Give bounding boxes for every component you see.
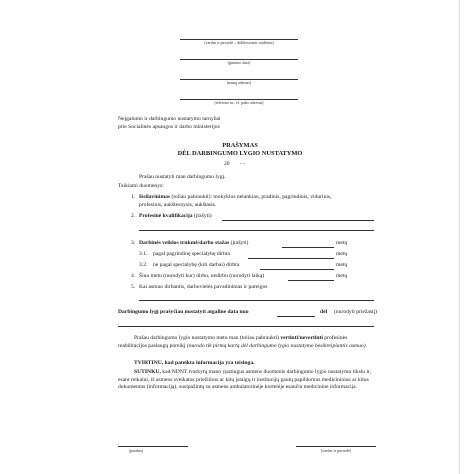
signature-caption: (parašas)	[128, 448, 144, 453]
item-3-suffix: metų	[336, 240, 348, 246]
current-work-field-line[interactable]	[288, 280, 334, 281]
item-2-label: Profesinė kvalifikacija	[139, 213, 193, 219]
address-field-caption: (namų adresas)	[226, 80, 252, 85]
contact-field-caption: (telefono nr., el. pašto adresas)	[214, 100, 264, 105]
item-3-hint: (įrašyti)	[229, 240, 249, 246]
reason-hint: (nurodyti priežastį)	[334, 309, 378, 315]
reason-connector: dėl	[320, 309, 328, 315]
rehabilitation-paragraph	[118, 335, 376, 350]
consent-text: kad NDNT tvarkytų mano ypatingus asmens duomenis darbingumo lygio nustatymo tikslu ir, esant reikalui, iš asmens sveikatos priežiūros ar kitų įstaigų ir institucijų gautų papildomus medicininius ar kitus dokumentus (informaciją), susipažintų su asmens ambulatorinėje kortelėje esančia medicinine informacija.	[118, 369, 372, 391]
signer-name-field-line[interactable]	[296, 446, 376, 447]
item-3-2-text: ne pagal specialybę (kiti darbai) dirbta	[153, 262, 240, 268]
item-4-suffix: metų	[336, 273, 348, 279]
item-3-number: 3.	[131, 240, 136, 246]
item-3-1-text: pagal pagrindinę specialybę dirbta	[153, 251, 230, 257]
qualification-field-line-2[interactable]	[139, 230, 374, 231]
other-work-field-line[interactable]	[260, 269, 334, 270]
date-prefix: 20	[224, 161, 230, 167]
main-specialty-field-line[interactable]	[248, 258, 334, 259]
rehabilitation-note: (nurodo tik pirmą kartą dėl darbingumo lygio nustatymo besikreipiantis asmuo).	[186, 342, 367, 349]
birthdate-field-caption: (gimimo data)	[227, 60, 251, 65]
item-1-options-cont[interactable]: profesinis, aukštesnysis, aukštasis.	[139, 202, 217, 208]
rehabilitation-text-cont: profesinės reabilitacijos paslaugų poreikį	[118, 335, 348, 349]
addressee-line-2: prie Socialinės apsaugos ir darbo ministerijos	[118, 124, 220, 130]
assess-choice[interactable]: vertinti/nevertinti	[280, 335, 323, 341]
item-2-number: 2.	[131, 213, 136, 219]
reason-field-line[interactable]	[118, 326, 374, 327]
retroactive-date-label: Darbingumo lygį prašyčiau nustatyti atgaline data nuo	[118, 309, 249, 315]
item-4-text: Šiuo metu (nurodyti kur) dirbu, nedirbu (nurodyti laiką)	[139, 273, 265, 279]
item-5-text: Kai asmuo dirbantis, darbovietės pavadinimas ir pareigos	[139, 284, 268, 290]
request-sentence: Prašau nustatyti man darbingumo lygį.	[139, 174, 226, 180]
item-4-number: 4.	[131, 273, 136, 279]
item-1-text	[139, 195, 332, 201]
qualification-field-line[interactable]	[222, 220, 374, 221]
rehabilitation-text: Prašau darbingumo lygio nustatymo metu man (toliau pabraukti)	[134, 335, 281, 341]
item-1-label: Išsilavinimas	[139, 194, 171, 200]
signer-name-caption: (vardas ir pavardė)	[320, 448, 352, 453]
item-1-number: 1.	[131, 194, 136, 200]
item-5-number: 5.	[131, 284, 136, 290]
confirmation-statement: TVIRTINU, kad pateikta informacija yra teisinga.	[134, 360, 255, 366]
workplace-field-line[interactable]	[139, 300, 374, 301]
item-3-label: Darbinės veiklos trukmė/darbo stažas	[139, 240, 230, 246]
item-1-options[interactable]: (toliau pabraukti): mokyklos nelankiau, pradinis, pagrindinis, vidurinis,	[170, 194, 332, 200]
addressee-line-1: Neįgalumo ir darbingumo nustatymo tarnybai	[118, 116, 221, 122]
item-3-2-suffix: metų	[336, 262, 348, 268]
document-title: PRAŠYMAS	[222, 142, 258, 149]
item-3-1-number: 3.1.	[139, 251, 148, 257]
document-subtitle: DĖL DARBINGUMO LYGIO NUSTATYMO	[177, 150, 303, 157]
date-dashes[interactable]: - -	[240, 161, 246, 167]
consent-paragraph	[118, 369, 376, 392]
item-3-text	[139, 241, 248, 247]
retroactive-date-field-line[interactable]	[277, 316, 315, 317]
data-heading: Taikiami duomenys:	[118, 183, 164, 189]
name-field-caption: (vardas ir pavardė – didžiosiomis raidėmis)	[204, 40, 274, 45]
work-experience-field-line[interactable]	[282, 247, 334, 248]
item-3-2-number: 3.2.	[139, 262, 148, 268]
signature-field-line[interactable]	[118, 446, 188, 447]
consent-keyword: SUTINKU,	[134, 369, 161, 375]
item-3-1-suffix: metų	[336, 251, 348, 257]
page-edge-divider	[459, 0, 460, 474]
item-2-hint: (įrašyti)	[192, 213, 212, 219]
item-2-text	[139, 214, 212, 220]
